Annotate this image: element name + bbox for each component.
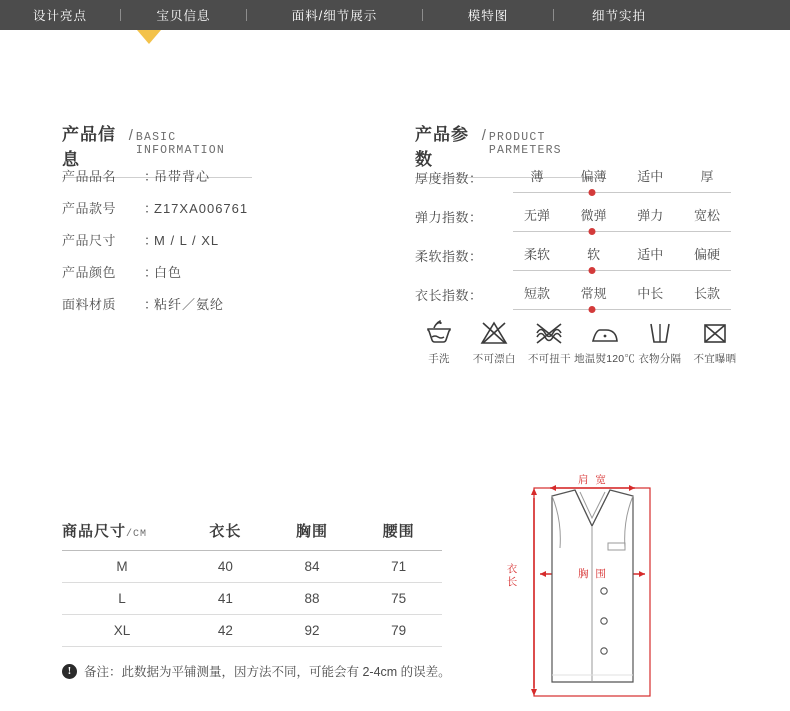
- care-item-no-wring: [522, 318, 576, 366]
- value-cell: 92: [304, 623, 320, 638]
- param-label: 衣长指数：: [415, 288, 483, 303]
- care-label: 衣物分隔: [638, 353, 682, 365]
- value-cell: 79: [391, 623, 407, 638]
- basic-information-list: [62, 166, 362, 326]
- info-row: [62, 294, 362, 318]
- size-cell: XL: [113, 623, 131, 638]
- info-label: 产品品名: [62, 169, 117, 184]
- nav-item-product-info[interactable]: [121, 0, 246, 30]
- param-label: 厚度指数：: [415, 171, 483, 186]
- info-label: 面料材质: [62, 297, 117, 312]
- param-option: 适中: [637, 169, 664, 184]
- param-options: [511, 244, 733, 263]
- param-selected-marker: [589, 267, 596, 274]
- param-option: 微弹: [580, 208, 607, 223]
- nav-item-fabric-detail[interactable]: [247, 0, 422, 30]
- size-table-header-row: [62, 520, 442, 551]
- table-row: [62, 583, 442, 615]
- info-value: 白色: [154, 265, 183, 280]
- param-options: [511, 205, 733, 224]
- length-label: 衣长: [506, 563, 518, 588]
- care-instructions-row: [412, 318, 742, 366]
- garment-measurement-diagram: [505, 470, 715, 705]
- heading-title-en: BASIC INFORMATION: [135, 131, 225, 157]
- heading-title-en: PRODUCT PARMETERS: [488, 131, 562, 157]
- care-item-no-bleach: [467, 318, 521, 366]
- size-table-title: 商品尺寸: [62, 523, 127, 540]
- heading-slash: /: [481, 127, 486, 144]
- info-value: Z17XA006761: [154, 201, 249, 216]
- info-label: 产品尺寸: [62, 233, 117, 248]
- size-cell: M: [116, 559, 128, 574]
- no-bleach-icon: [479, 318, 509, 346]
- info-colon: ：: [144, 297, 158, 312]
- param-option: 中长: [637, 286, 664, 301]
- care-label: 不宜曝晒: [693, 353, 737, 365]
- info-row: [62, 198, 362, 222]
- size-cell: L: [118, 591, 126, 606]
- nav-item-label: 模特图: [467, 9, 509, 23]
- param-scale: [511, 166, 733, 200]
- nav-item-model-photos[interactable]: [423, 0, 553, 30]
- no-sun-dry-icon: [700, 318, 730, 346]
- param-option: 厚: [700, 169, 714, 184]
- nav-item-label: 宝贝信息: [156, 9, 211, 23]
- care-item-hand-wash: [412, 318, 466, 366]
- info-row: [62, 166, 362, 190]
- size-table-unit: CM: [133, 529, 148, 540]
- size-table-column-header: 胸围: [296, 523, 329, 540]
- param-option: 偏薄: [580, 169, 607, 184]
- param-row-length: [415, 283, 735, 322]
- param-track: [513, 231, 731, 232]
- size-table-slash: /: [126, 529, 134, 540]
- value-cell: 41: [217, 591, 233, 606]
- param-option: 弹力: [637, 208, 664, 223]
- info-value: M / L / XL: [154, 233, 220, 248]
- heading-title-cn: 产品参数: [415, 125, 469, 169]
- value-cell: 71: [391, 559, 407, 574]
- value-cell: 42: [217, 623, 233, 638]
- param-scale: [511, 244, 733, 278]
- no-wring-icon: [532, 318, 566, 346]
- care-label: 不可漂白: [472, 353, 516, 365]
- param-track: [513, 192, 731, 193]
- info-colon: ：: [144, 201, 158, 216]
- nav-item-label: 设计亮点: [32, 9, 87, 23]
- info-colon: ：: [144, 265, 158, 280]
- care-label: 地温熨120℃: [574, 353, 636, 365]
- separate-wash-icon: [645, 318, 675, 346]
- value-cell: 84: [304, 559, 320, 574]
- care-label: 手洗: [428, 353, 450, 365]
- param-option: 适中: [637, 247, 664, 262]
- exclamation-icon: !: [62, 664, 77, 679]
- param-selected-marker: [589, 306, 596, 313]
- param-option: 软: [587, 247, 601, 262]
- heading-slash: /: [128, 127, 133, 144]
- info-value: 粘纤／氨纶: [154, 297, 225, 312]
- param-selected-marker: [589, 228, 596, 235]
- size-table: [62, 520, 442, 647]
- nav-item-detail-shots[interactable]: [554, 0, 684, 30]
- param-track: [513, 309, 731, 310]
- param-option: 薄: [530, 169, 544, 184]
- info-value: 吊带背心: [154, 169, 211, 184]
- info-row: [62, 230, 362, 254]
- product-parameters-list: [415, 166, 735, 322]
- nav-item-label: 面料/细节展示: [291, 9, 378, 23]
- param-option: 柔软: [523, 247, 550, 262]
- table-row: [62, 551, 442, 583]
- value-cell: 75: [391, 591, 407, 606]
- info-label: 产品颜色: [62, 265, 117, 280]
- param-scale: [511, 283, 733, 317]
- bust-label: 胸 围: [578, 568, 608, 580]
- nav-item-label: 细节实拍: [591, 9, 646, 23]
- param-option: 宽松: [693, 208, 720, 223]
- info-colon: ：: [144, 233, 158, 248]
- care-label: 不可扭干: [527, 353, 571, 365]
- param-option: 偏硬: [693, 247, 720, 262]
- param-option: 常规: [580, 286, 607, 301]
- param-label: 弹力指数：: [415, 210, 483, 225]
- param-options: [511, 283, 733, 302]
- info-row: [62, 262, 362, 286]
- care-item-no-sun-dry: [688, 318, 742, 366]
- param-options: [511, 166, 733, 185]
- value-cell: 88: [304, 591, 320, 606]
- value-cell: 40: [217, 559, 233, 574]
- table-row: [62, 615, 442, 647]
- shoulder-width-label: 肩 宽: [578, 474, 608, 486]
- vest-diagram-svg: [505, 470, 715, 705]
- param-row-elasticity: [415, 205, 735, 244]
- info-colon: ：: [144, 169, 158, 184]
- heading-title-cn: 产品信息: [62, 125, 116, 169]
- top-navigation-bar: [0, 0, 790, 30]
- size-table-column-header: 衣长: [209, 523, 242, 540]
- param-option: 短款: [523, 286, 550, 301]
- iron-low-icon: [589, 318, 621, 346]
- note-text: 备注：此数据为平铺测量，因方法不同，可能会有 2-4cm 的误差。: [84, 665, 451, 679]
- param-option: 长款: [693, 286, 720, 301]
- care-item-iron-low-temp: [574, 318, 636, 366]
- param-row-thickness: [415, 166, 735, 205]
- param-selected-marker: [589, 189, 596, 196]
- param-label: 柔软指数：: [415, 249, 483, 264]
- info-label: 产品款号: [62, 201, 117, 216]
- size-table-note: [62, 662, 451, 680]
- nav-item-design-highlights[interactable]: [0, 0, 120, 30]
- param-option: 无弹: [523, 208, 550, 223]
- param-row-softness: [415, 244, 735, 283]
- active-tab-arrow-icon: [137, 30, 161, 44]
- hand-wash-icon: [424, 318, 454, 346]
- param-track: [513, 270, 731, 271]
- param-scale: [511, 205, 733, 239]
- size-table-title-cell: [62, 520, 182, 541]
- size-table-column-header: 腰围: [382, 523, 415, 540]
- care-item-separate-wash: [633, 318, 687, 366]
